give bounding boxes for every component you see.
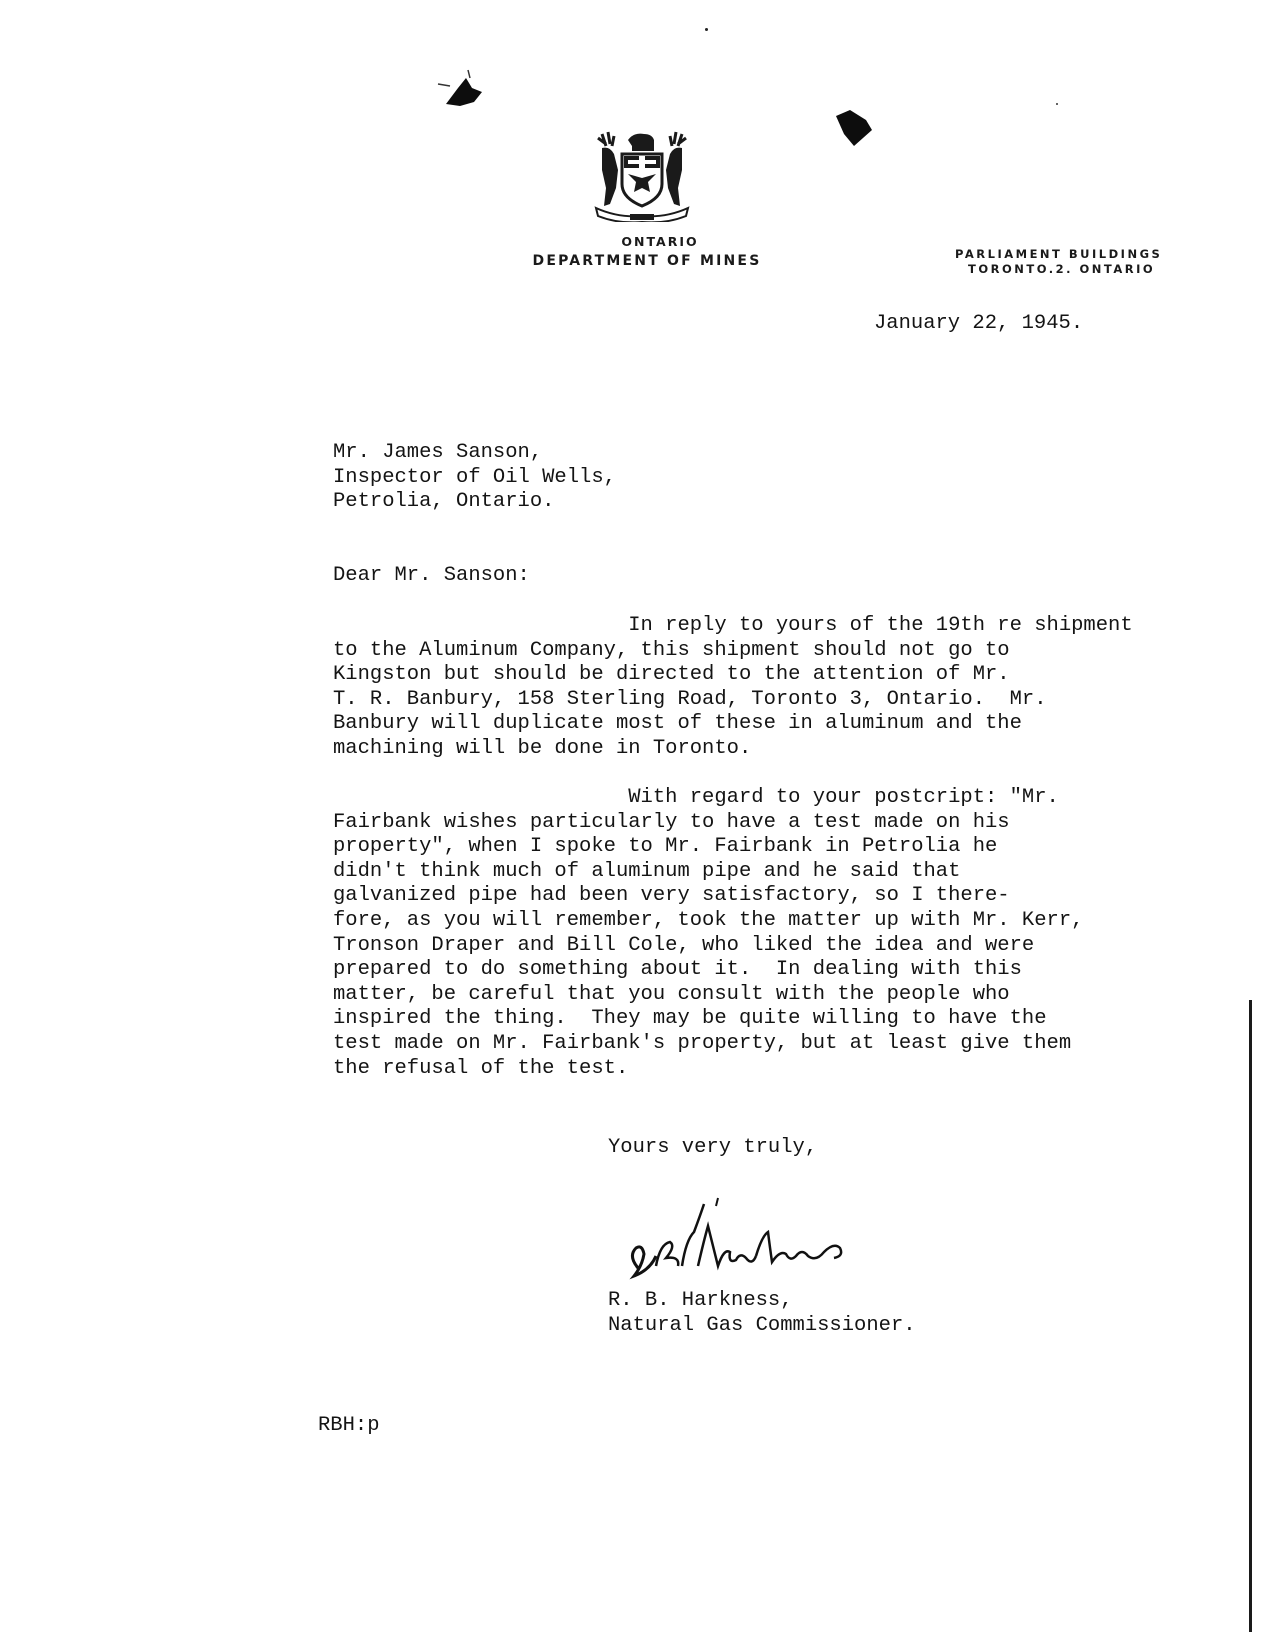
paragraph-line: test made on Mr. Fairbank's property, but at least give them <box>333 1031 1072 1055</box>
paragraph-line: machining will be done in Toronto. <box>333 736 752 760</box>
paragraph-line: to the Aluminum Company, this shipment should not go to <box>333 638 1010 662</box>
speck <box>705 28 708 31</box>
handwritten-signature-icon <box>620 1196 880 1286</box>
paragraph-line: T. R. Banbury, 158 Sterling Road, Toronto 3, Ontario. Mr. <box>333 687 1047 711</box>
letterhead-address-line2: TORONTO.2. ONTARIO <box>968 262 1156 276</box>
paragraph-line: inspired the thing. They may be quite willing to have the <box>333 1007 1047 1031</box>
addressee-line: Inspector of Oil Wells, <box>333 465 616 489</box>
speck <box>1056 103 1058 105</box>
reference-initials: RBH:p <box>318 1414 380 1437</box>
page-edge-line <box>1249 1000 1252 1632</box>
addressee-line: Mr. James Sanson, <box>333 441 543 464</box>
paragraph-line: property", when I spoke to Mr. Fairbank in Petrolia he <box>333 835 998 859</box>
addressee-line: Petrolia, Ontario. <box>333 490 555 514</box>
paragraph-line: With regard to your postcript: "Mr. <box>333 786 1059 809</box>
paragraph-line: prepared to do something about it. In dealing with this <box>333 958 1022 982</box>
paragraph-line: Fairbank wishes particularly to have a test made on his <box>333 810 1010 834</box>
ink-blot-right-icon <box>832 106 882 152</box>
paragraph-line: Kingston but should be directed to the attention of Mr. <box>333 663 1010 687</box>
signer-title: Natural Gas Commissioner. <box>608 1313 916 1337</box>
addressee-block <box>333 441 616 515</box>
paragraph-line: In reply to yours of the 19th re shipment <box>333 614 1133 637</box>
paragraph-line: Banbury will duplicate most of these in aluminum and the <box>333 712 1022 736</box>
ontario-coat-of-arms-icon <box>588 126 696 222</box>
ink-blot-left-icon <box>436 66 496 116</box>
body-paragraph-1 <box>333 614 1133 762</box>
paragraph-line: matter, be careful that you consult with the people who <box>333 982 1010 1006</box>
paragraph-line: galvanized pipe had been very satisfactory, so I there- <box>333 884 1010 908</box>
signer-block <box>608 1289 916 1338</box>
letter-date: January 22, 1945. <box>874 312 1084 335</box>
paragraph-line: Tronson Draper and Bill Cole, who liked the idea and were <box>333 933 1035 957</box>
closing: Yours very truly, <box>608 1136 818 1159</box>
letterhead-department: DEPARTMENT OF MINES <box>532 253 762 269</box>
signer-name: R. B. Harkness, <box>608 1289 793 1312</box>
paragraph-line: fore, as you will remember, took the matter up with Mr. Kerr, <box>333 908 1084 932</box>
body-paragraph-2 <box>333 786 1083 1081</box>
paragraph-line: the refusal of the test. <box>333 1056 629 1080</box>
letterhead-address-line1: PARLIAMENT BUILDINGS <box>955 247 1163 261</box>
letterhead-province: ONTARIO <box>621 234 699 249</box>
paragraph-line: didn't think much of aluminum pipe and he said that <box>333 859 961 883</box>
salutation: Dear Mr. Sanson: <box>333 564 530 587</box>
